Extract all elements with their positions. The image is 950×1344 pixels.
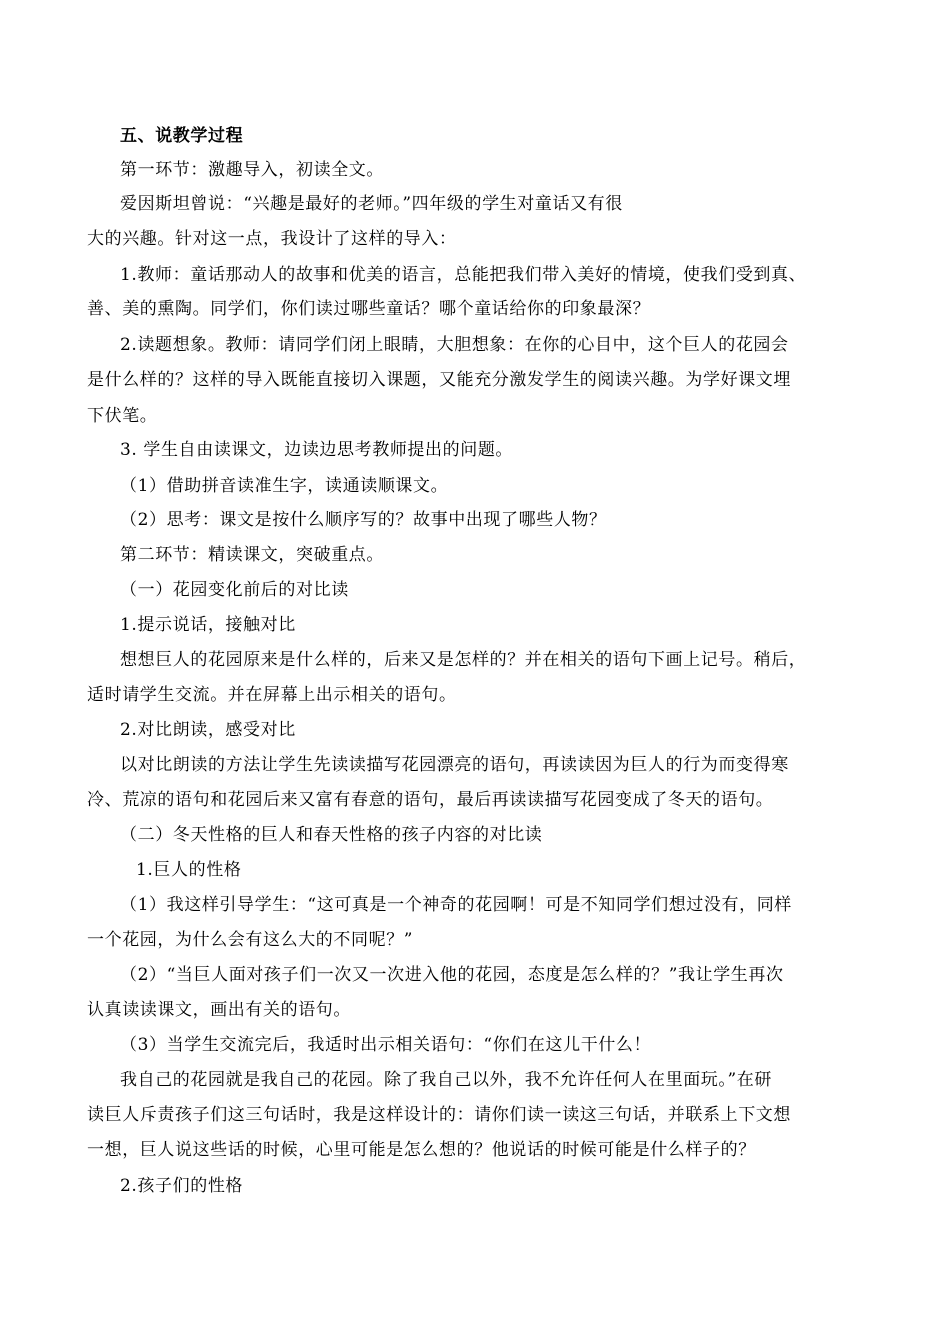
paragraph-line: 读巨人斥责孩子们这三句话时，我是这样设计的：请你们读一读这三句话，并联系上下文想 [87, 1105, 791, 1125]
paragraph-line: 我自己的花园就是我自己的花园。除了我自己以外，我不允许任何人在里面玩。”在研 [120, 1070, 772, 1090]
paragraph-line: （2）思考：课文是按什么顺序写的？故事中出现了哪些人物？ [120, 510, 607, 530]
paragraph-line: 一个花园，为什么会有这么大的不同呢？” [87, 930, 414, 950]
paragraph-line: 大的兴趣。针对这一点，我设计了这样的导入： [87, 229, 457, 249]
paragraph-line: 1.巨人的性格 [136, 860, 242, 880]
paragraph-line: 1.提示说话，接触对比 [120, 615, 296, 635]
paragraph-line: 3. 学生自由读课文，边读边思考教师提出的问题。 [120, 440, 514, 460]
paragraph-line: 2.对比朗读，感受对比 [120, 720, 296, 740]
paragraph-line: 适时请学生交流。并在屏幕上出示相关的语句。 [87, 685, 457, 705]
paragraph-line: 想想巨人的花园原来是什么样的，后来又是怎样的？并在相关的语句下画上记号。稍后， [120, 650, 807, 670]
paragraph-line: 2.孩子们的性格 [120, 1176, 244, 1196]
paragraph-line: 以对比朗读的方法让学生先读读描写花园漂亮的语句，再读读因为巨人的行为而变得寒 [120, 755, 789, 775]
paragraph-line: 冷、荒凉的语句和花园后来又富有春意的语句，最后再读读描写花园变成了冬天的语句。 [87, 790, 774, 810]
paragraph-line: （二）冬天性格的巨人和春天性格的孩子内容的对比读 [120, 825, 543, 845]
section-heading: 五、说教学过程 [120, 126, 244, 146]
paragraph-line: 一想，巨人说这些话的时候，心里可能是怎么想的？他说话的时候可能是什么样子的？ [87, 1140, 756, 1160]
paragraph-line: 下伏笔。 [87, 406, 158, 426]
paragraph-line: 善、美的熏陶。同学们，你们读过哪些童话？哪个童话给你的印象最深？ [87, 299, 651, 319]
paragraph-line: （1）借助拼音读准生字，读通读顺课文。 [120, 476, 449, 496]
paragraph-line: 2.读题想象。教师：请同学们闭上眼睛，大胆想象：在你的心目中，这个巨人的花园会 [120, 335, 789, 355]
paragraph-line: （一）花园变化前后的对比读 [120, 580, 349, 600]
paragraph-line: 认真读读课文，画出有关的语句。 [87, 1000, 351, 1020]
paragraph-line: （3）当学生交流完后，我适时出示相关语句：“你们在这儿干什么！ [120, 1035, 652, 1055]
paragraph-line: （2）“当巨人面对孩子们一次又一次进入他的花园，态度是怎么样的？”我让学生再次 [120, 965, 784, 985]
paragraph-line: 1.教师：童话那动人的故事和优美的语言，总能把我们带入美好的情境，使我们受到真、 [120, 265, 807, 285]
paragraph-line: 爱因斯坦曾说：“兴趣是最好的老师。”四年级的学生对童话又有很 [120, 194, 623, 214]
paragraph-line: （1）我这样引导学生：“这可真是一个神奇的花园啊！可是不知同学们想过没有，同样 [120, 895, 792, 915]
paragraph-line: 第二环节：精读课文，突破重点。 [120, 545, 384, 565]
paragraph-line: 第一环节：激趣导入，初读全文。 [120, 160, 384, 180]
paragraph-line: 是什么样的？这样的导入既能直接切入课题，又能充分激发学生的阅读兴趣。为学好课文埋 [87, 370, 791, 390]
